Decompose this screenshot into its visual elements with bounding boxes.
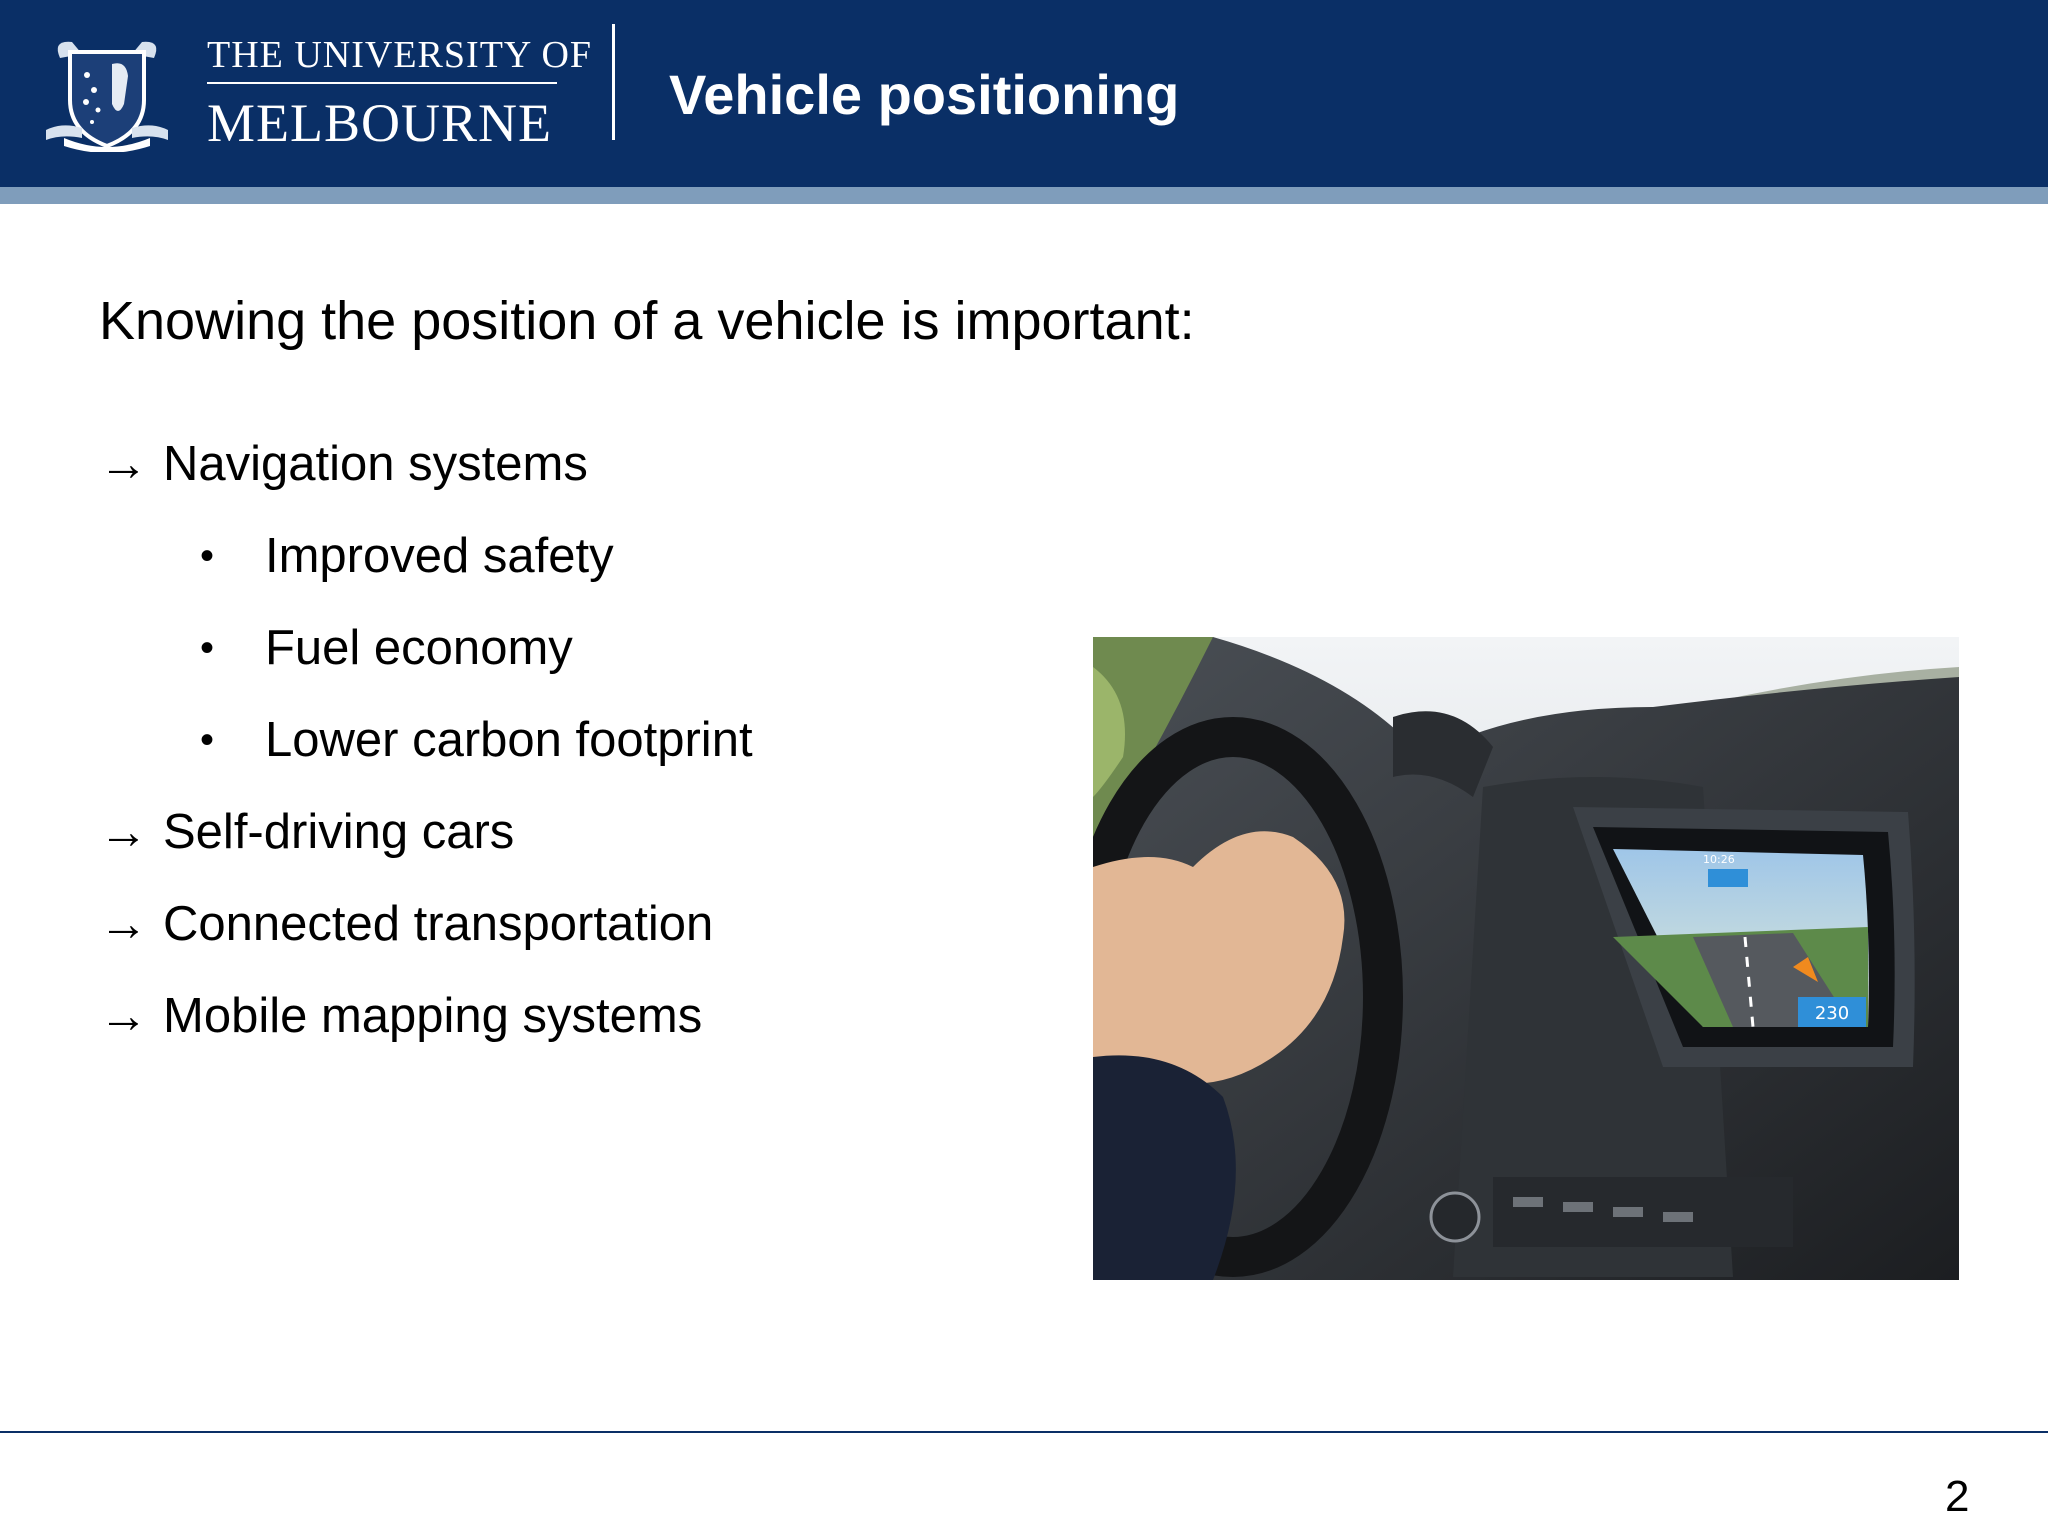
intro-text: Knowing the position of a vehicle is important: xyxy=(99,291,1195,351)
bullet-icon: • xyxy=(200,718,215,762)
list-item-connected xyxy=(99,896,713,952)
list-item-label: Lower carbon footprint xyxy=(265,713,753,767)
header-banner xyxy=(0,0,2048,187)
list-item-self-driving xyxy=(99,804,514,860)
university-crest-icon xyxy=(42,30,172,152)
bullet-icon: • xyxy=(200,626,215,670)
header-divider xyxy=(612,24,615,140)
header-stripe xyxy=(0,187,2048,204)
list-item-label: Self-driving cars xyxy=(163,805,515,859)
footer-rule xyxy=(0,1431,2048,1433)
logo-text-melbourne: MELBOURNE xyxy=(207,93,552,153)
arrow-icon: → xyxy=(99,989,148,1043)
list-item-label: Navigation systems xyxy=(163,437,588,491)
list-item-carbon xyxy=(200,712,753,768)
nav-time-readout: 10:26 xyxy=(1703,853,1735,866)
slide-title: Vehicle positioning xyxy=(669,63,1180,126)
car-navigation-photo xyxy=(1093,637,1959,1280)
list-item-mobile-mapping xyxy=(99,988,702,1044)
list-item-label: Mobile mapping systems xyxy=(163,989,703,1043)
list-item-safety xyxy=(200,528,614,584)
arrow-icon: → xyxy=(99,437,148,491)
arrow-icon: → xyxy=(99,897,148,951)
bullet-icon: • xyxy=(200,534,215,578)
arrow-icon: → xyxy=(99,805,148,859)
page-number: 2 xyxy=(1945,1472,1970,1521)
list-item-fuel xyxy=(200,620,573,676)
logo-rule xyxy=(207,82,557,84)
list-item-navigation xyxy=(99,436,588,492)
nav-distance-readout: 230 xyxy=(1814,1003,1850,1024)
logo-text-university: THE UNIVERSITY OF xyxy=(207,34,593,76)
list-item-label: Connected transportation xyxy=(163,897,714,951)
list-item-label: Fuel economy xyxy=(265,621,573,675)
list-item-label: Improved safety xyxy=(265,529,614,583)
